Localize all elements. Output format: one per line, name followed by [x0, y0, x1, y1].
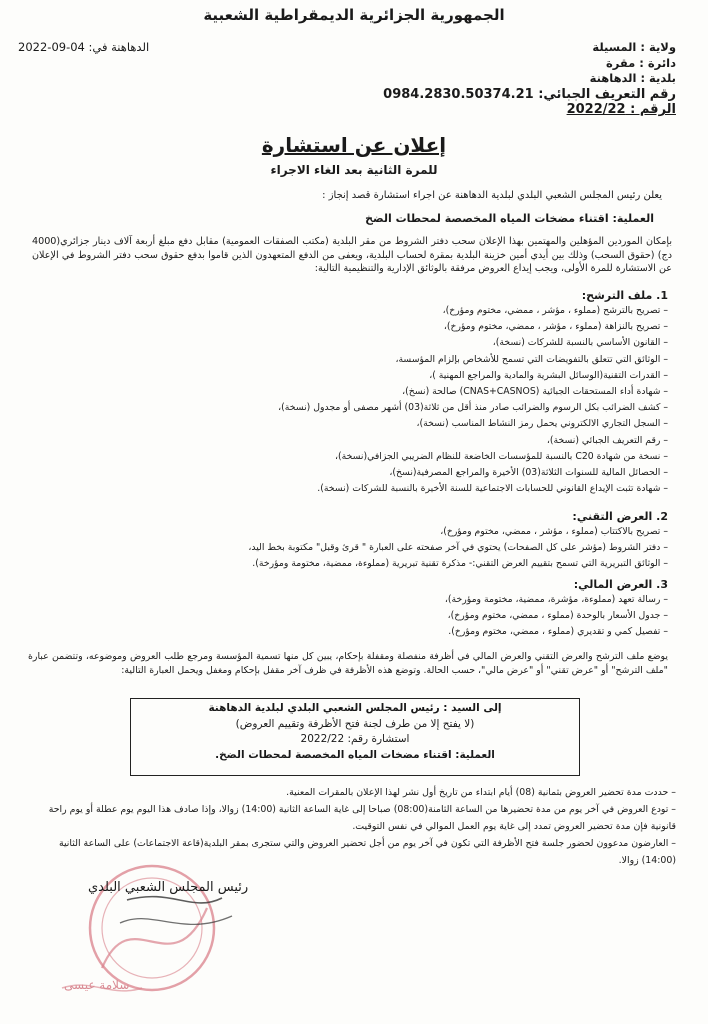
section-candidacy — [108, 289, 668, 497]
section-technical-offer — [108, 510, 668, 573]
envelope-note: (لا يفتح إلا من طرف لجنة فتح الأظرفة وتقييم العروض) — [235, 717, 475, 730]
section-financial-offer — [108, 578, 668, 641]
signatory-title: رئيس المجلس الشعبي البلدي — [88, 880, 249, 895]
list-item: – القدرات التقنية(الوسائل البشرية والمادية والمراجع المهنية )، — [108, 368, 668, 384]
list-item: – رسالة تعهد (مملوءة، مؤشرة، ممضية، مختومة ومؤرخة)، — [108, 592, 668, 608]
republic-header: الجمهورية الجزائرية الديمقراطية الشعبية — [203, 6, 505, 24]
list-item: – كشف الضرائب بكل الرسوم والضرائب صادر منذ أقل من ثلاثة(03) أشهر مصفى أو مجدول (نسخة)، — [108, 400, 668, 416]
note-item: – حددت مدة تحضير العروض بثمانية (08) أيام ابتداء من تاريخ أول نشر لهذا الإعلان بالمقرات المعنية. — [36, 784, 676, 801]
list-item: – القانون الأساسي بالنسبة للشركات (نسخة)، — [108, 335, 668, 351]
envelope-box — [130, 698, 580, 776]
list-item: – جدول الأسعار بالوحدة (مملوء ، ممضي، مختوم ومؤرخ)، — [108, 608, 668, 624]
list-item: – الوثائق التبريرية التي تسمح بتقييم العرض التقني:- مذكرة تقنية تبريرية (مملوءة، ممضية، مختومة ومؤرخة). — [108, 556, 668, 572]
list-item: – رقم التعريف الجبائي (نسخة)، — [108, 433, 668, 449]
list-item: – شهادة أداء المستحقات الجبائية (CNAS+CASNOS) صالحة (نسخ)، — [108, 384, 668, 400]
body-paragraph: بإمكان الموردين المؤهلين والمهتمين بهذا الإعلان سحب دفتر الشروط من مقر البلدية (مكتب الصفقات العمومية) مقابل دفع مبلغ أربعة آلاف دينار جزائري(4000 دج) (حقوق السحب) وذلك بين أيدي أمين خزينة البلدية بمقرة لحساب البلدية، ويعفى من الدفع المتعهدون الذين قاموا بدفع حقوق سحب دفتر الشروط في الإعلان عن الاستشارة للمرة الأولى، ويجب إيداع العروض مرفقة بالوثائق الإدارية والتنظيمية التالية: — [32, 236, 672, 274]
envelope-recipient: إلى السيد : رئيس المجلس الشعبي البلدي لبلدية الدهاهنة — [208, 702, 502, 714]
operation-line: العملية: اقتناء مضخات المياه المخصصة لمحطات الضخ — [365, 212, 654, 225]
section-heading: 2. العرض التقني: — [572, 510, 668, 523]
envelope-reference: استشارة رقم: 2022/22 — [300, 733, 410, 745]
list-item: – الحصائل المالية للسنوات الثلاثة(03) الأخيرة والمراجع المصرفية(نسخ)، — [108, 465, 668, 481]
tax-id-line: رقم التعريف الجبائي: 0984.2830.50374.21 — [383, 86, 676, 102]
list-item: – السجل التجاري الالكتروني يحمل رمز النشاط المناسب (نسخة)، — [108, 416, 668, 432]
note-item: – العارضون مدعوون لحضور جلسة فتح الأظرفة التي تكون في آخر يوم من أجل تحضير العروض والتي ستجرى بمقر البلدية(قاعة الاجتماعات) على الساعة الثانية (14:00) زوالا. — [36, 835, 676, 869]
list-item: – نسخة من شهادة C20 بالنسبة للمؤسسات الخاضعة للنظام الضريبي الجزافي(نسخة)، — [108, 449, 668, 465]
reference-line: الرقم : 2022/22 — [566, 102, 676, 117]
note-item: – تودع العروض في آخر يوم من مدة تحضيرها من الساعة الثامنة(08:00) صباحا إلى غاية الساعة الثانية (14:00) زوالا، وإذا صادف هذا اليوم يوم عطلة أو يوم راحة قانونية فإن مدة تحضير العروض تمدد إلى غاية يوم العمل الموالي في نفس التوقيت. — [36, 801, 676, 835]
daira-line: دائرة : مقرة — [605, 55, 676, 70]
list-item: – تفصيل كمي و تقديري (مملوء ، ممضي، مختوم ومؤرخ). — [108, 624, 668, 640]
list-item: – تصريح بالاكتتاب (مملوء ، مؤشر ، ممضي، مختوم ومؤرخ)، — [108, 524, 668, 540]
intro-text: يعلن رئيس المجلس الشعبي البلدي لبلدية الدهاهنة عن اجراء استشارة قصد إنجاز : — [322, 190, 662, 201]
issuer-info — [356, 40, 676, 118]
list-item: – دفتر الشروط (مؤشر على كل الصفحات) يحتوي في آخر صفحته على العبارة " قرئ وقبل" مكتوبة بخط اليد، — [108, 540, 668, 556]
list-item: – الوثائق التي تتعلق بالتفويضات التي تسمح للأشخاص بإلزام المؤسسة، — [108, 352, 668, 368]
document-subtitle: للمرة الثانية بعد الغاء الاجراء — [270, 163, 438, 177]
closing-paragraph: يوضع ملف الترشح والعرض التقني والعرض المالي في أظرفة منفصلة ومقفلة بإحكام، يبين كل منها تسمية المؤسسة ومرجع طلب العروض وموضوعه، وتتضمن عبارة "ملف الترشح" أو "عرض تقني" أو "عرض مالي"، حسب الحالة. وتوضع هذه الأظرفة في ظرف آخر مقفل بإحكام ومغفل ويحمل العبارة التالية: — [28, 651, 668, 676]
section-heading: 3. العرض المالي: — [573, 578, 668, 591]
list-item: – شهادة تثبت الإيداع القانوني للحسابات الاجتماعية للسنة الأخيرة بالنسبة للشركات (نسخة). — [108, 481, 668, 497]
list-item: – تصريح بالترشح (مملوء ، مؤشر ، ممضي، مختوم ومؤرخ)، — [108, 303, 668, 319]
commune-line: بلدية : الدهاهنة — [589, 71, 676, 85]
issue-date: الدهاهنة في: 04-09-2022 — [18, 40, 150, 54]
envelope-operation: العملية: اقتناء مضخات المياه المخصصة لمحطات الضخ. — [215, 748, 495, 761]
signatory-name: سلامة عيسى — [64, 978, 130, 992]
list-item: – تصريح بالنزاهة (مملوء ، مؤشر ، ممضي، مختوم ومؤرخ)، — [108, 319, 668, 335]
section-heading: 1. ملف الترشح: — [581, 289, 668, 302]
wilaya-line: ولاية : المسيلة — [592, 40, 676, 54]
document-title: إعلان عن استشارة — [261, 133, 447, 157]
